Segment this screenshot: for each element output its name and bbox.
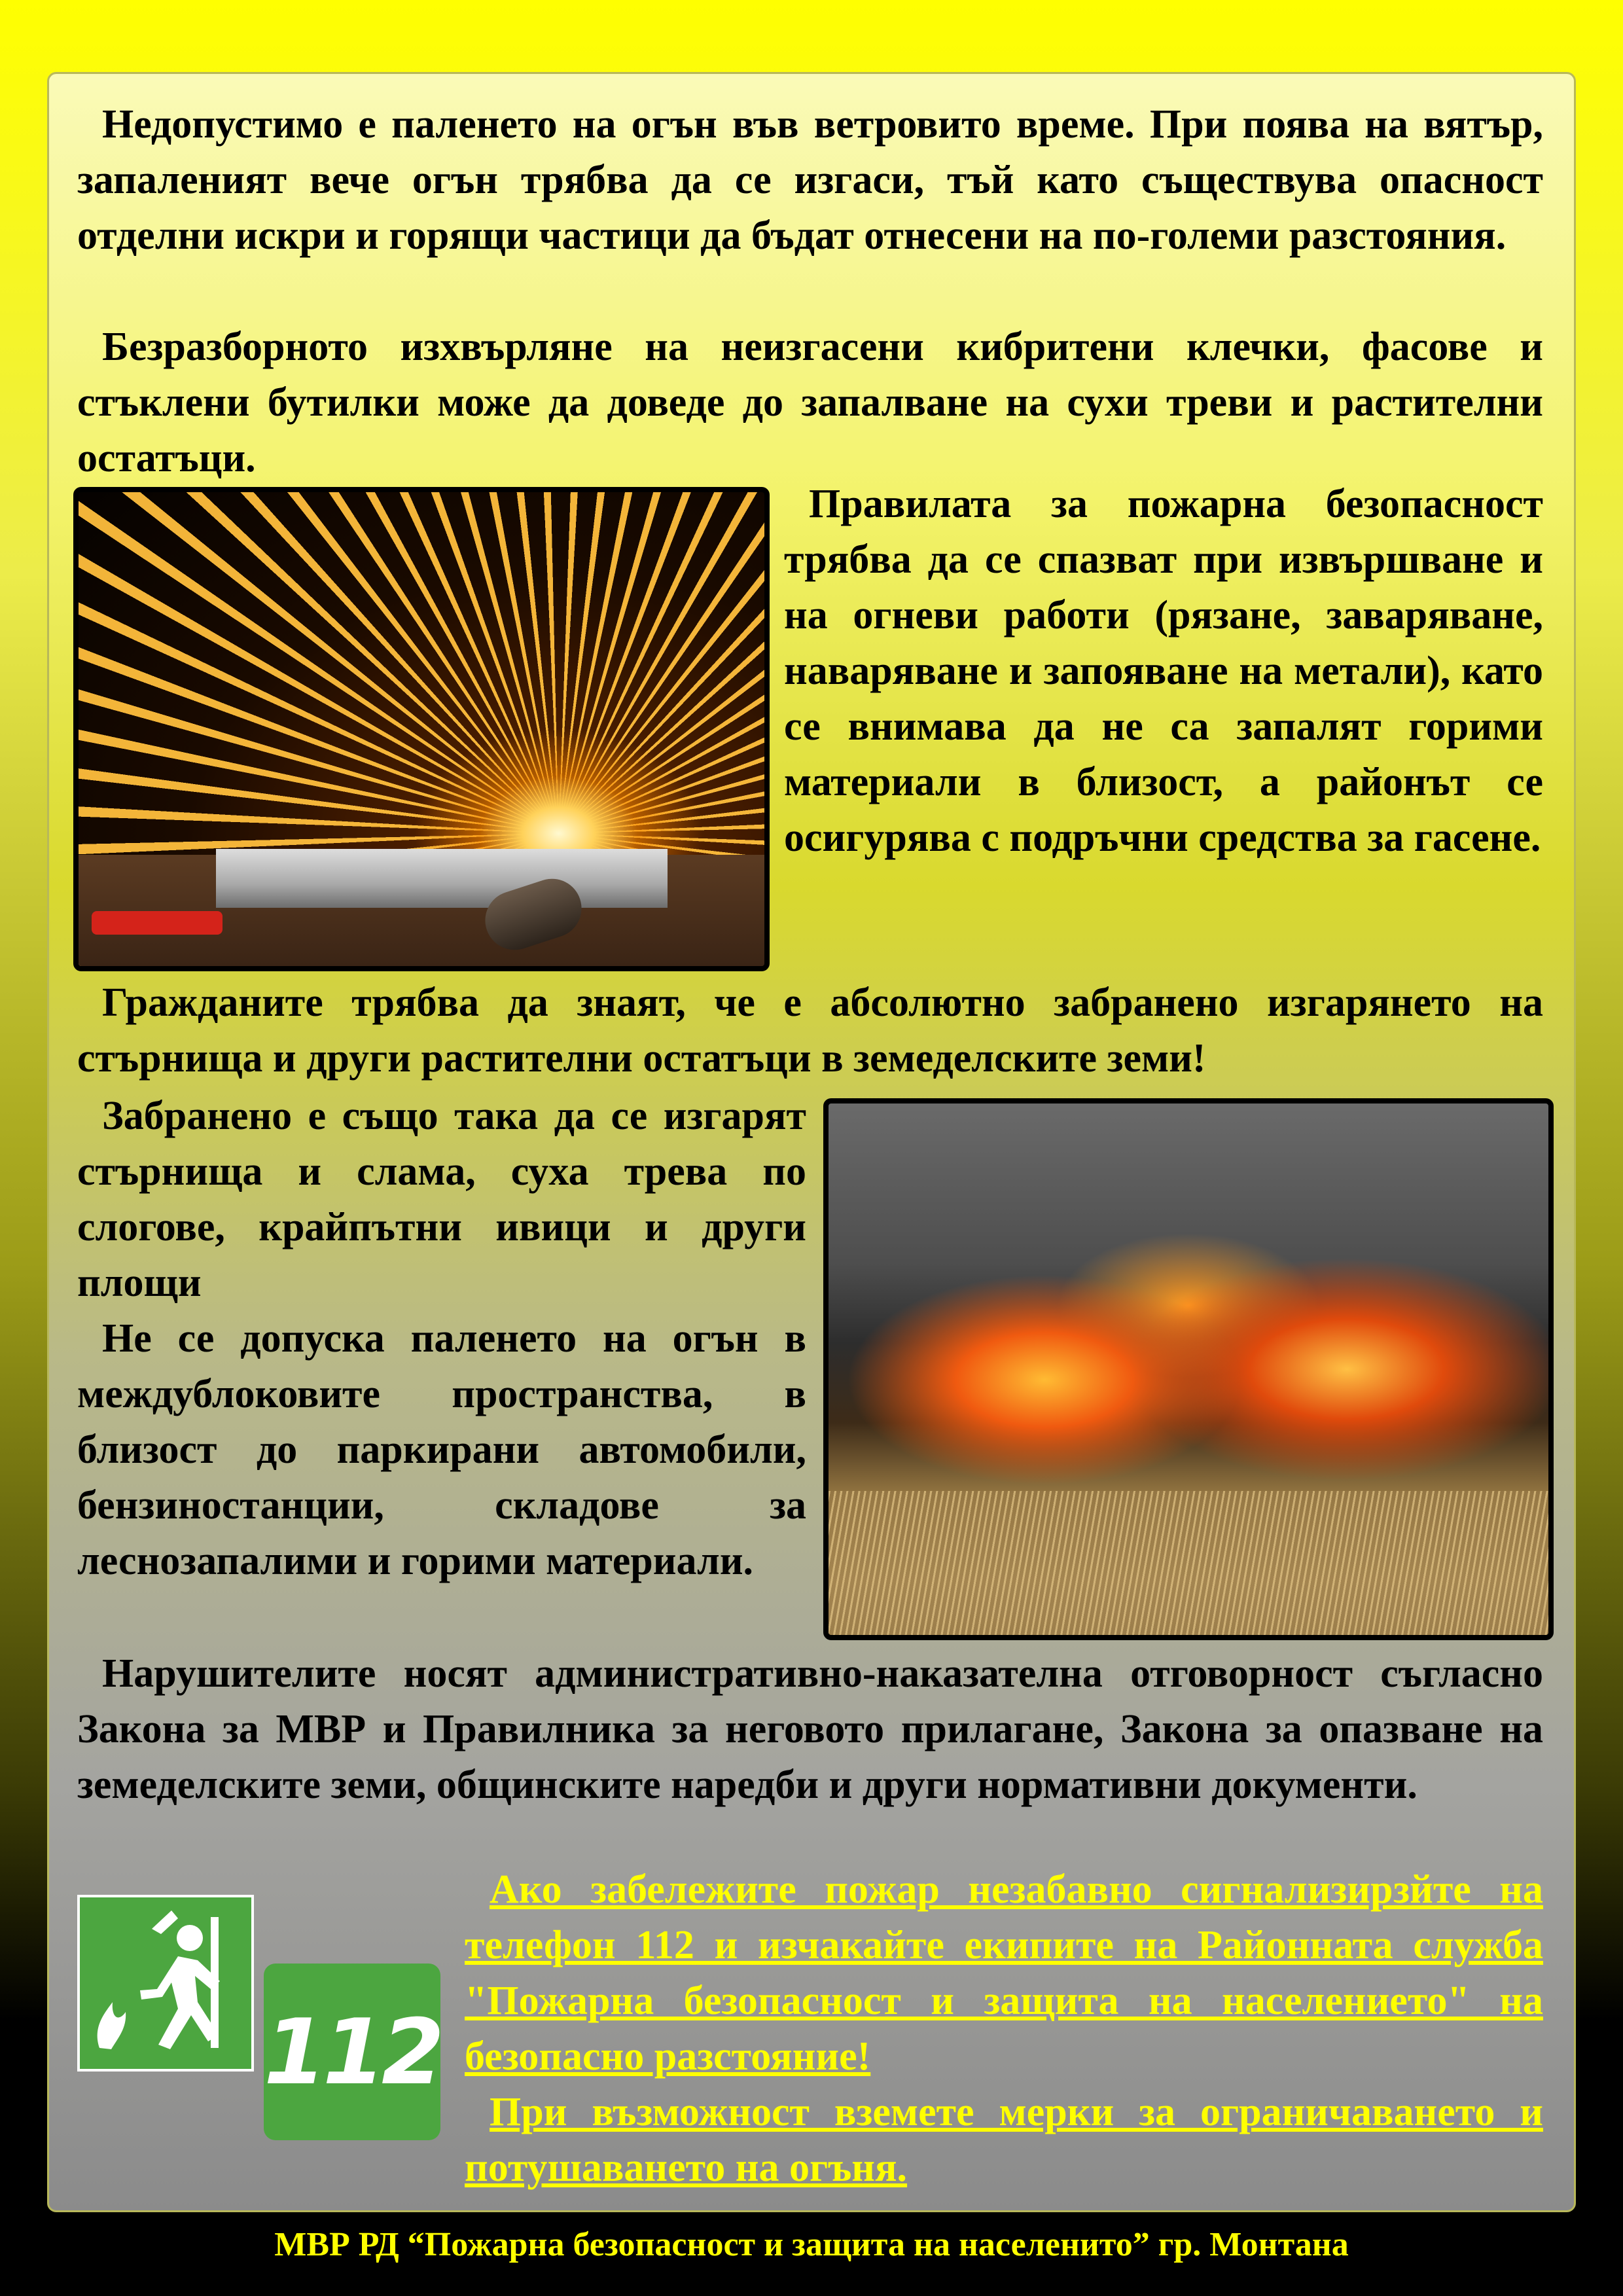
dry-grass-shape — [829, 1491, 1548, 1635]
paragraph-matches-bottles: Безразборното изхвърляне на неизгасени кибритени клечки, фасове и стъклени бутилки може да доведе до запалване на сухи треви и растителни остатъци. — [77, 325, 1543, 480]
metal-plate-shape — [216, 849, 668, 908]
callout-limit-fire: При възможност вземете мерки за ограничаването и потушаването на огъня. — [465, 2090, 1543, 2190]
paragraph-liability: Нарушителите носят административно-наказателна отговорност съгласно Закона за МВР и Правилника за неговото прилагане, Закона за опазване на земеделските земи, общинските наредби и други нормативни документи. — [77, 1651, 1543, 1807]
paragraph-stubble-ban: Гражданите трябва да знаят, че е абсолютно забранено изгарянето на стърнища и други растителни остатъци в земеделските земи! — [77, 980, 1543, 1081]
paragraph-burning-ban: Забранено е също така да се изгарят стърнища и слама, суха трева по слогове, крайпътни ивици и други площи — [77, 1094, 806, 1305]
paragraph-no-fire-zones: Не се допуска паленето на огън в междублоковите пространства, в близост до паркирани автомобили, бензиностанции, складове за леснозапалими и горими материали. — [77, 1316, 806, 1583]
fire-exit-pictogram-icon — [77, 1895, 254, 2072]
callout-report-fire: Ако забележите пожар незабавно сигнализирзйте на телефон 112 и изчакайте екипите на Районната служба "Пожарна безопасност и защита на населението" на безопасно разстояние! — [465, 1867, 1543, 2079]
welding-sparks-photo — [73, 487, 770, 971]
footer-organization: МВР РД “Пожарна безопасност и защита на населенито” гр. Монтана — [274, 2226, 1349, 2263]
emergency-112-sign — [264, 1964, 440, 2140]
tool-handle-shape — [92, 911, 223, 935]
running-person-icon — [80, 1897, 251, 2069]
grass-fire-photo — [823, 1098, 1554, 1640]
emergency-number-text: 112 — [263, 1999, 441, 2105]
paragraph-windy-weather: Недопустимо е паленето на огън във ветровито време. При поява на вятър, запаленият вече огън трябва да се изгаси, тъй като съществува опасност отделни искри и горящи частици да бъдат отнесени на по-големи разстояния. — [77, 102, 1543, 258]
paragraph-hot-works: Правилата за пожарна безопасност трябва да се спазват при извършване и на огневи работи (рязане, заваряване, наваряване и запояване на метали), като се внимава да не са запалят горими материали в близост, а районът се осигурява с подръчни средства за гасене. — [784, 482, 1543, 860]
